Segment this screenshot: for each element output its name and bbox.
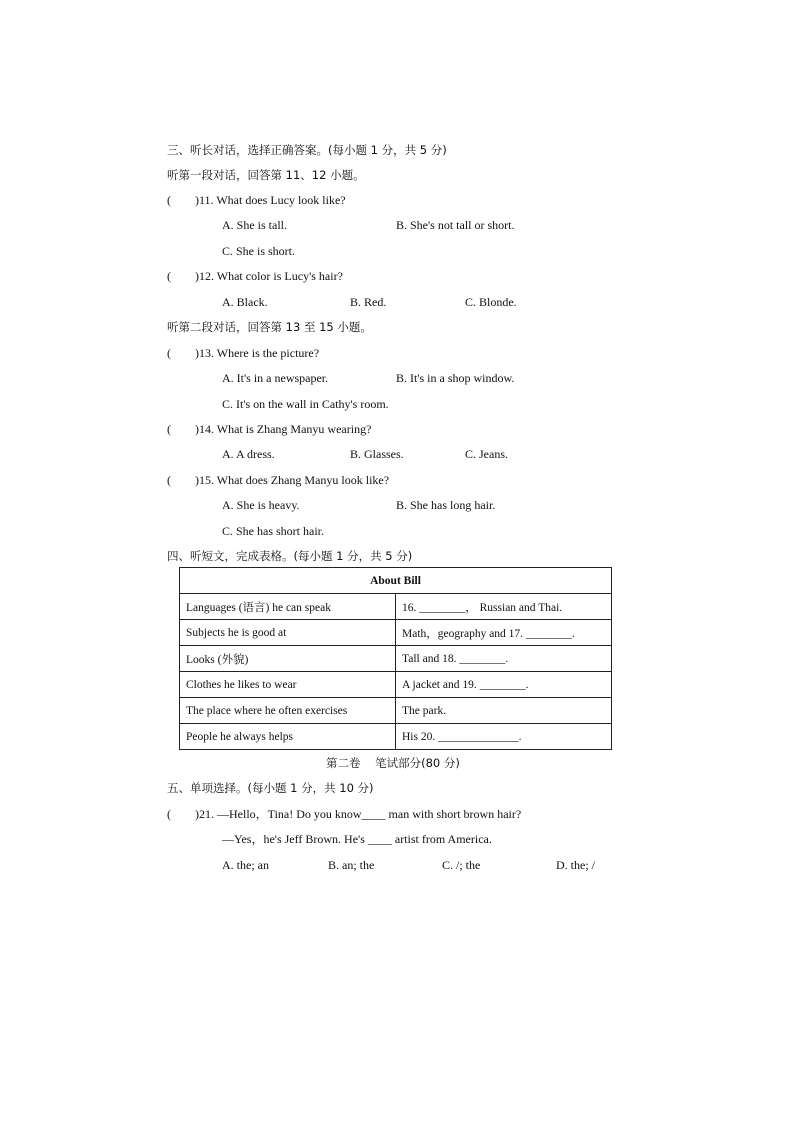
table-cell-label: People he always helps bbox=[180, 724, 396, 750]
question-14-option-a: A. A dress. bbox=[222, 447, 275, 461]
dialog2-intro: 听第二段对话，回答第 13 至 15 小题。 bbox=[167, 320, 372, 334]
question-11-option-c: C. She is short. bbox=[222, 244, 296, 258]
question-15-stem: 15. What does Zhang Manyu look like? bbox=[199, 473, 390, 487]
question-15-option-c: C. She has short hair. bbox=[222, 524, 324, 538]
question-13-option-b: B. It's in a shop window. bbox=[396, 371, 515, 385]
question-11-stem: 11. What does Lucy look like? bbox=[199, 193, 346, 207]
answer-blank-11[interactable]: ( ) bbox=[167, 193, 199, 207]
table-cell-label: Looks (外貌) bbox=[180, 646, 396, 672]
question-12-option-a: A. Black. bbox=[222, 295, 268, 309]
question-13-option-c: C. It's on the wall in Cathy's room. bbox=[222, 397, 389, 411]
table-cell-label: Clothes he likes to wear bbox=[180, 672, 396, 698]
section5-heading: 五、单项选择。(每小题 1 分，共 10 分) bbox=[167, 781, 374, 795]
question-14-option-c: C. Jeans. bbox=[465, 447, 508, 461]
question-11-option-a: A. She is tall. bbox=[222, 218, 287, 232]
table-cell-value[interactable]: Tall and 18. ________. bbox=[396, 646, 612, 672]
answer-blank-14[interactable]: ( ) bbox=[167, 422, 199, 436]
table-cell-value: The park. bbox=[396, 698, 612, 724]
answer-blank-12[interactable]: ( ) bbox=[167, 269, 199, 283]
question-12-stem: 12. What color is Lucy's hair? bbox=[199, 269, 343, 283]
table-row bbox=[180, 724, 612, 750]
question-14-option-b: B. Glasses. bbox=[350, 447, 404, 461]
dialog1-intro: 听第一段对话，回答第 11、12 小题。 bbox=[167, 168, 365, 182]
table-row bbox=[180, 646, 612, 672]
table-title: About Bill bbox=[180, 568, 612, 594]
question-21-option-d: D. the; / bbox=[556, 858, 595, 872]
table-cell-label: Languages (语言) he can speak bbox=[180, 594, 396, 620]
table-row bbox=[180, 594, 612, 620]
section4-heading: 四、听短文，完成表格。(每小题 1 分，共 5 分) bbox=[167, 549, 413, 563]
question-15-option-b: B. She has long hair. bbox=[396, 498, 496, 512]
question-13-option-a: A. It's in a newspaper. bbox=[222, 371, 329, 385]
question-13-stem: 13. Where is the picture? bbox=[199, 346, 320, 360]
table-cell-value[interactable]: Math，geography and 17. ________. bbox=[396, 620, 612, 646]
question-15-option-a: A. She is heavy. bbox=[222, 498, 300, 512]
question-21-line1: 21. —Hello，Tina! Do you know____ man with short brown hair? bbox=[199, 807, 522, 821]
question-14-stem: 14. What is Zhang Manyu wearing? bbox=[199, 422, 372, 436]
answer-blank-21[interactable]: ( ) bbox=[167, 807, 199, 821]
part2-title: 第二卷 笔试部分(80 分) bbox=[326, 756, 460, 770]
question-11-option-b: B. She's not tall or short. bbox=[396, 218, 515, 232]
answer-blank-15[interactable]: ( ) bbox=[167, 473, 199, 487]
question-21-option-a: A. the; an bbox=[222, 858, 269, 872]
section3-heading: 三、听长对话，选择正确答案。(每小题 1 分，共 5 分) bbox=[167, 143, 447, 157]
answer-blank-13[interactable]: ( ) bbox=[167, 346, 199, 360]
table-cell-value[interactable]: A jacket and 19. ________. bbox=[396, 672, 612, 698]
table-row bbox=[180, 672, 612, 698]
table-row bbox=[180, 698, 612, 724]
question-12-option-b: B. Red. bbox=[350, 295, 387, 309]
table-cell-value[interactable]: 16. ________， Russian and Thai. bbox=[396, 594, 612, 620]
question-21-option-c: C. /; the bbox=[442, 858, 481, 872]
table-cell-value[interactable]: His 20. ______________. bbox=[396, 724, 612, 750]
question-21-option-b: B. an; the bbox=[328, 858, 375, 872]
table-cell-label: The place where he often exercises bbox=[180, 698, 396, 724]
question-21-line2: —Yes，he's Jeff Brown. He's ____ artist from America. bbox=[222, 832, 492, 846]
table-row bbox=[180, 620, 612, 646]
table-cell-label: Subjects he is good at bbox=[180, 620, 396, 646]
question-12-option-c: C. Blonde. bbox=[465, 295, 517, 309]
table-title-row bbox=[180, 568, 612, 594]
about-bill-table bbox=[179, 567, 612, 750]
